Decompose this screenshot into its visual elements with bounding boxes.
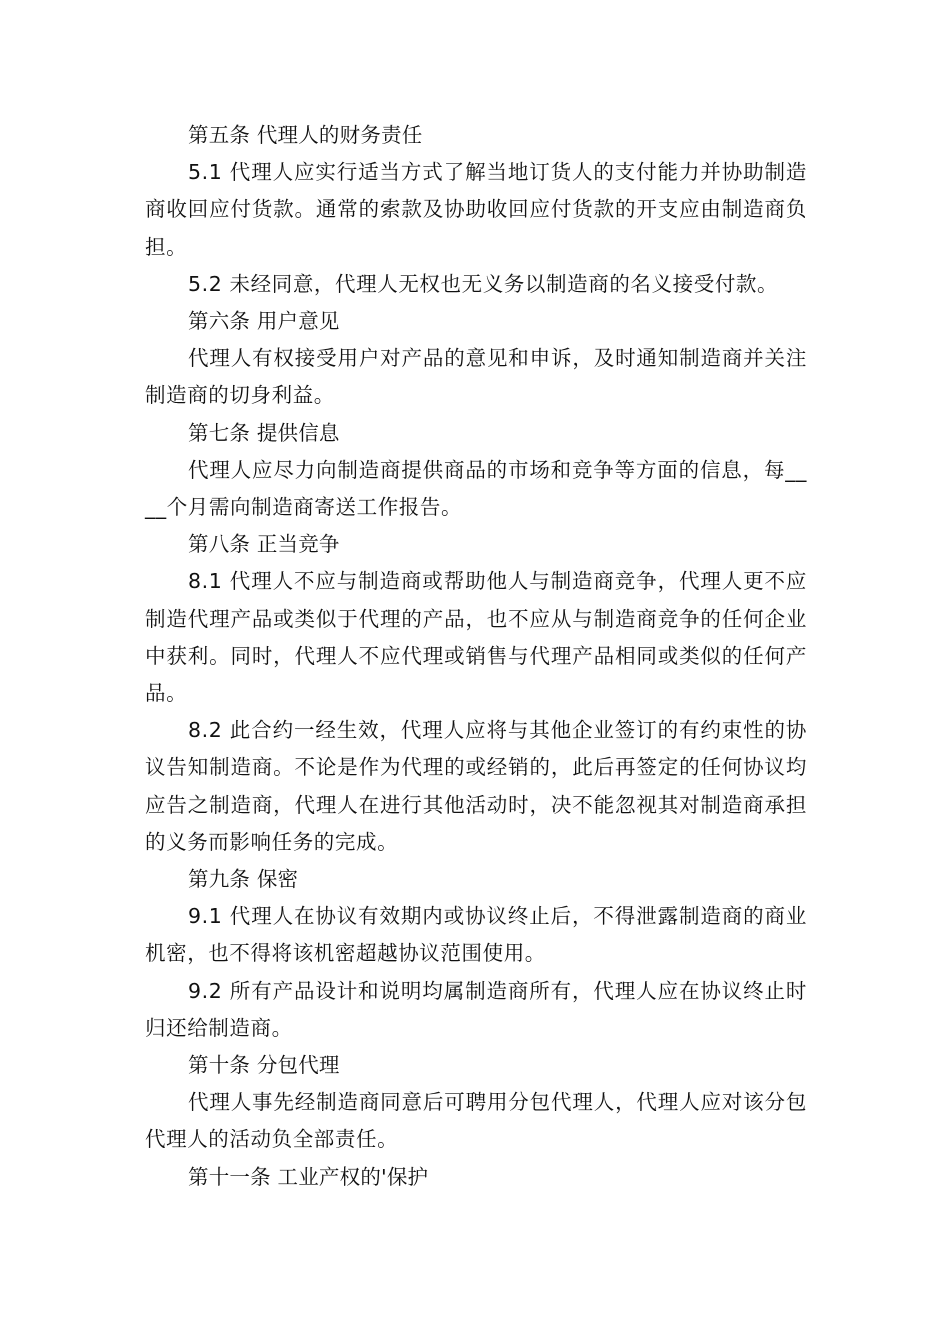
article-heading: 第六条 用户意见 — [188, 309, 340, 334]
clause-paragraph: 9.1 代理人在协议有效期内或协议终止后，不得泄露制造商的商业机密，也不得将该机密超越协议范围使用。 — [145, 904, 807, 966]
clause-paragraph: 8.2 此合约一经生效，代理人应将与其他企业签订的有约束性的协议告知制造商。不论是作为代理的或经销的，此后再签定的任何协议均应告之制造商，代理人在进行其他活动时，决不能忽视其对制造商承担的义务而影响任务的完成。 — [145, 718, 807, 854]
clause-paragraph: 代理人有权接受用户对产品的意见和申诉，及时通知制造商并关注制造商的切身利益。 — [145, 346, 807, 408]
article-heading: 第五条 代理人的财务责任 — [188, 123, 423, 147]
article-heading: 第八条 正当竞争 — [188, 532, 340, 557]
clause-paragraph: 8.1 代理人不应与制造商或帮助他人与制造商竞争，代理人更不应制造代理产品或类似于代理的产品，也不应从与制造商竞争的任何企业中获利。同时，代理人不应代理或销售与代理产品相同或类似的任何产品。 — [145, 569, 807, 706]
article-heading: 第七条 提供信息 — [188, 420, 340, 445]
clause-paragraph: 9.2 所有产品设计和说明均属制造商所有，代理人应在协议终止时归还给制造商。 — [145, 978, 807, 1040]
article-heading: 第十条 分包代理 — [188, 1053, 340, 1078]
document-body — [145, 117, 807, 1196]
article-heading: 第十一条 工业产权的'保护 — [188, 1164, 429, 1189]
article-heading: 第九条 保密 — [188, 867, 299, 892]
clause-paragraph: 代理人事先经制造商同意后可聘用分包代理人，代理人应对该分包代理人的活动负全部责任。 — [145, 1090, 807, 1152]
clause-paragraph: 5.1 代理人应实行适当方式了解当地订货人的支付能力并协助制造商收回应付货款。通常的索款及协助收回应付货款的开支应由制造商负担。 — [145, 160, 807, 259]
clause-paragraph: 代理人应尽力向制造商提供商品的市场和竞争等方面的信息，每____个月需向制造商寄送工作报告。 — [145, 457, 807, 520]
clause-paragraph: 5.2 未经同意，代理人无权也无义务以制造商的名义接受付款。 — [188, 271, 779, 296]
